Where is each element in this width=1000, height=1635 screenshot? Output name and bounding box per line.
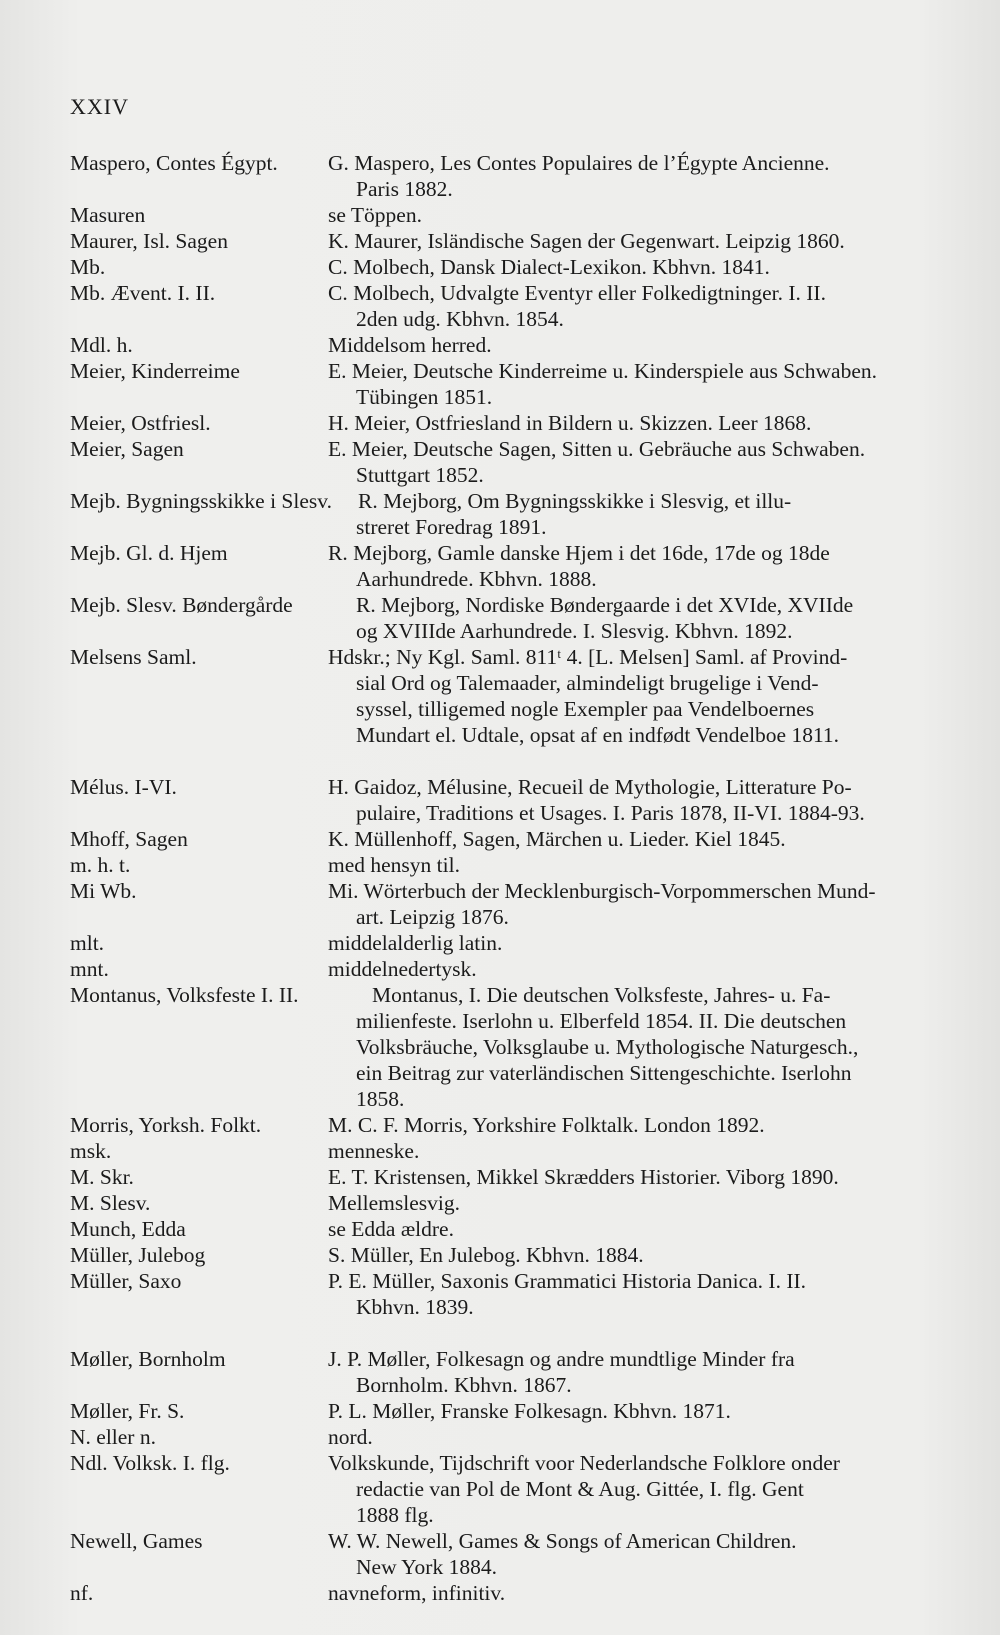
abbreviation-entry	[0, 540, 1000, 592]
abbreviation-expansion	[328, 150, 958, 202]
abbreviation-term: M. Skr.	[70, 1164, 134, 1189]
expansion-line: W. W. Newell, Games & Songs of American Children.	[328, 1528, 797, 1553]
expansion-line: Middelsom herred.	[328, 333, 492, 357]
expansion-line: milienfeste. Iserlohn u. Elberfeld 1854. II. Die deutschen	[356, 1008, 847, 1033]
abbreviation-entry	[0, 852, 1000, 878]
abbreviation-term: N. eller n.	[70, 1424, 156, 1449]
abbreviation-term: Melsens Saml.	[70, 645, 197, 669]
expansion-line: H. Meier, Ostfriesland in Bildern u. Skizzen. Leer 1868.	[328, 411, 812, 435]
abbreviation-term: Mélus. I-VI.	[70, 774, 177, 799]
abbreviation-entry	[0, 1112, 1000, 1138]
abbreviation-expansion	[328, 1216, 958, 1242]
abbreviation-term: mnt.	[70, 956, 109, 981]
abbreviation-entry	[0, 488, 1000, 540]
abbreviation-entry	[0, 930, 1000, 956]
abbreviation-term: Mejb. Bygningsskikke i Slesv.	[70, 489, 332, 513]
abbreviation-entry	[0, 774, 1000, 826]
abbreviation-term: Mdl. h.	[70, 333, 133, 357]
expansion-line: Mundart el. Udtale, opsat af en indfødt Vendelboe 1811.	[356, 723, 840, 747]
expansion-line: P. E. Müller, Saxonis Grammatici Historia Danica. I. II.	[328, 1268, 807, 1293]
abbreviation-expansion	[328, 1424, 958, 1450]
expansion-line: og XVIIIde Aarhundrede. I. Slesvig. Kbhvn. 1892.	[356, 619, 793, 643]
expansion-line: Volksbräuche, Volksglaube u. Mythologische Naturgesch.,	[356, 1034, 859, 1059]
expansion-line: K. Müllenhoff, Sagen, Märchen u. Lieder. Kiel 1845.	[328, 826, 786, 851]
expansion-line: S. Müller, En Julebog. Kbhvn. 1884.	[328, 1242, 644, 1267]
abbreviation-expansion	[328, 930, 958, 956]
abbreviation-expansion	[328, 774, 958, 826]
abbreviation-term: Müller, Saxo	[70, 1268, 182, 1293]
expansion-line: New York 1884.	[356, 1554, 497, 1579]
abbreviation-entry	[0, 1528, 1000, 1580]
expansion-line: C. Molbech, Dansk Dialect-Lexikon. Kbhvn. 1841.	[328, 255, 770, 279]
abbreviation-entry	[0, 436, 1000, 488]
abbreviation-term: Mb.	[70, 255, 106, 279]
expansion-line: se Edda ældre.	[328, 1216, 454, 1241]
abbreviation-entry	[0, 358, 1000, 410]
expansion-line: C. Molbech, Udvalgte Eventyr eller Folkedigtninger. I. II.	[328, 281, 826, 305]
abbreviation-term: Meier, Ostfriesl.	[70, 411, 211, 435]
abbreviation-entry	[0, 1424, 1000, 1450]
abbreviation-term: Müller, Julebog	[70, 1242, 206, 1267]
expansion-line: R. Mejborg, Nordiske Bøndergaarde i det XVIde, XVIIde	[356, 593, 854, 617]
abbreviation-expansion	[328, 1268, 958, 1320]
abbreviation-expansion	[328, 1346, 958, 1398]
expansion-line: R. Mejborg, Om Bygningsskikke i Slesvig, et illu-	[358, 489, 792, 513]
expansion-line: nord.	[328, 1424, 373, 1449]
abbreviation-entry	[0, 1346, 1000, 1398]
abbreviation-term: m. h. t.	[70, 852, 131, 877]
abbreviation-entry	[0, 1580, 1000, 1606]
abbreviation-expansion	[328, 410, 958, 436]
abbreviation-list	[0, 150, 1000, 1606]
expansion-line: Montanus, I. Die deutschen Volksfeste, Jahres- u. Fa-	[372, 982, 831, 1007]
expansion-line: Mellemslesvig.	[328, 1190, 460, 1215]
expansion-line: med hensyn til.	[328, 852, 460, 877]
abbreviation-term: Mejb. Gl. d. Hjem	[70, 541, 228, 565]
abbreviation-entry	[0, 592, 1000, 644]
abbreviation-expansion	[328, 1528, 958, 1580]
abbreviation-term: Maurer, Isl. Sagen	[70, 229, 228, 253]
abbreviation-expansion	[328, 1164, 958, 1190]
expansion-line: ein Beitrag zur vaterländischen Sittengeschichte. Iserlohn	[356, 1060, 852, 1085]
abbreviation-expansion	[328, 1190, 958, 1216]
abbreviation-term: Meier, Sagen	[70, 437, 184, 461]
abbreviation-expansion	[328, 852, 958, 878]
abbreviation-entry	[0, 878, 1000, 930]
expansion-line: Aarhundrede. Kbhvn. 1888.	[356, 567, 597, 591]
expansion-line: middelalderlig latin.	[328, 930, 503, 955]
abbreviation-expansion	[328, 1242, 958, 1268]
expansion-line: E. Meier, Deutsche Sagen, Sitten u. Gebräuche aus Schwaben.	[328, 437, 866, 461]
abbreviation-entry	[0, 280, 1000, 332]
abbreviation-entry	[0, 1190, 1000, 1216]
abbreviation-expansion	[328, 982, 958, 1112]
abbreviation-expansion	[328, 228, 958, 254]
abbreviation-expansion	[328, 878, 958, 930]
abbreviation-entry	[0, 1268, 1000, 1320]
abbreviation-term: Ndl. Volksk. I. flg.	[70, 1450, 230, 1475]
abbreviation-expansion	[328, 1450, 958, 1528]
abbreviation-term: msk.	[70, 1138, 112, 1163]
expansion-line: 1888 flg.	[356, 1502, 434, 1527]
expansion-line: pulaire, Traditions et Usages. I. Paris 1878, II-VI. 1884-93.	[356, 800, 865, 825]
abbreviation-term: Mb. Ævent. I. II.	[70, 281, 216, 305]
expansion-line: P. L. Møller, Franske Folkesagn. Kbhvn. 1871.	[328, 1398, 731, 1423]
expansion-line: J. P. Møller, Folkesagn og andre mundtlige Minder fra	[328, 1346, 795, 1371]
expansion-line: G. Maspero, Les Contes Populaires de l’Égypte Ancienne.	[328, 151, 830, 175]
expansion-line: menneske.	[328, 1138, 420, 1163]
abbreviation-entry	[0, 1216, 1000, 1242]
abbreviation-term: M. Slesv.	[70, 1190, 151, 1215]
expansion-line: Tübingen 1851.	[356, 385, 493, 409]
abbreviation-term: nf.	[70, 1580, 94, 1605]
abbreviation-expansion	[328, 1580, 958, 1606]
abbreviation-expansion	[328, 1398, 958, 1424]
abbreviation-expansion	[328, 540, 958, 592]
expansion-line: Volkskunde, Tijdschrift voor Nederlandsche Folklore onder	[328, 1450, 840, 1475]
expansion-line: E. T. Kristensen, Mikkel Skrædders Historier. Viborg 1890.	[328, 1164, 839, 1189]
expansion-line: streret Foredrag 1891.	[356, 515, 547, 539]
abbreviation-expansion	[328, 956, 958, 982]
page-number: XXIV	[70, 94, 129, 119]
abbreviation-entry	[0, 956, 1000, 982]
abbreviation-expansion	[328, 1112, 958, 1138]
abbreviation-expansion	[328, 280, 958, 332]
abbreviation-entry	[0, 254, 1000, 280]
expansion-line: redactie van Pol de Mont & Aug. Gittée, I. flg. Gent	[356, 1476, 804, 1501]
abbreviation-entry	[0, 826, 1000, 852]
expansion-line: sial Ord og Talemaader, almindeligt brugelige i Vend-	[356, 671, 819, 695]
abbreviation-entry	[0, 1450, 1000, 1528]
expansion-line: navneform, infinitiv.	[328, 1580, 506, 1605]
expansion-line: Bornholm. Kbhvn. 1867.	[356, 1372, 572, 1397]
abbreviation-term: Møller, Fr. S.	[70, 1398, 185, 1423]
abbreviation-entry	[0, 1398, 1000, 1424]
expansion-line: R. Mejborg, Gamle danske Hjem i det 16de, 17de og 18de	[328, 541, 830, 565]
abbreviation-expansion	[328, 358, 958, 410]
abbreviation-expansion	[328, 826, 958, 852]
abbreviation-entry	[0, 332, 1000, 358]
abbreviation-entry	[0, 982, 1000, 1112]
abbreviation-term: Munch, Edda	[70, 1216, 186, 1241]
abbreviation-term: Morris, Yorksh. Folkt.	[70, 1112, 262, 1137]
expansion-line: se Töppen.	[328, 203, 422, 227]
abbreviation-expansion	[328, 1138, 958, 1164]
expansion-line: art. Leipzig 1876.	[356, 904, 509, 929]
abbreviation-term: Maspero, Contes Égypt.	[70, 151, 278, 175]
expansion-line: Stuttgart 1852.	[356, 463, 484, 487]
abbreviation-term: Mhoff, Sagen	[70, 826, 188, 851]
abbreviation-entry	[0, 1138, 1000, 1164]
expansion-line: 1858.	[356, 1086, 405, 1111]
expansion-line: middelnedertysk.	[328, 956, 477, 981]
abbreviation-term: Mi Wb.	[70, 878, 137, 903]
expansion-line: H. Gaidoz, Mélusine, Recueil de Mythologie, Litterature Po-	[328, 774, 852, 799]
expansion-line: 2den udg. Kbhvn. 1854.	[356, 307, 564, 331]
abbreviation-term: Meier, Kinderreime	[70, 359, 240, 383]
abbreviation-entry	[0, 202, 1000, 228]
abbreviation-term: Newell, Games	[70, 1528, 203, 1553]
abbreviation-term: Mejb. Slesv. Bøndergårde	[70, 593, 293, 617]
expansion-line: syssel, tilligemed nogle Exempler paa Vendelboernes	[356, 697, 815, 721]
abbreviation-expansion	[328, 592, 958, 644]
abbreviation-entry	[0, 644, 1000, 748]
expansion-line: Hdskr.; Ny Kgl. Saml. 811ᵗ 4. [L. Melsen] Saml. af Provind-	[328, 645, 848, 669]
abbreviation-term: mlt.	[70, 930, 105, 955]
abbreviation-term: Montanus, Volksfeste I. II.	[70, 982, 299, 1007]
abbreviation-entry	[0, 1242, 1000, 1268]
abbreviation-expansion	[328, 332, 958, 358]
abbreviation-expansion	[328, 644, 958, 748]
abbreviation-term: Møller, Bornholm	[70, 1346, 226, 1371]
abbreviation-entry	[0, 228, 1000, 254]
abbreviation-term: Masuren	[70, 203, 146, 227]
abbreviation-expansion	[328, 488, 958, 540]
expansion-line: Kbhvn. 1839.	[356, 1294, 474, 1319]
expansion-line: Paris 1882.	[356, 177, 453, 201]
expansion-line: M. C. F. Morris, Yorkshire Folktalk. London 1892.	[328, 1112, 765, 1137]
abbreviation-expansion	[328, 436, 958, 488]
abbreviation-expansion	[328, 202, 958, 228]
expansion-line: Mi. Wörterbuch der Mecklenburgisch-Vorpommerschen Mund-	[328, 878, 876, 903]
abbreviation-expansion	[328, 254, 958, 280]
abbreviation-entry	[0, 410, 1000, 436]
abbreviation-entry	[0, 1164, 1000, 1190]
expansion-line: E. Meier, Deutsche Kinderreime u. Kinderspiele aus Schwaben.	[328, 359, 877, 383]
expansion-line: K. Maurer, Isländische Sagen der Gegenwart. Leipzig 1860.	[328, 229, 845, 253]
abbreviation-entry	[0, 150, 1000, 202]
